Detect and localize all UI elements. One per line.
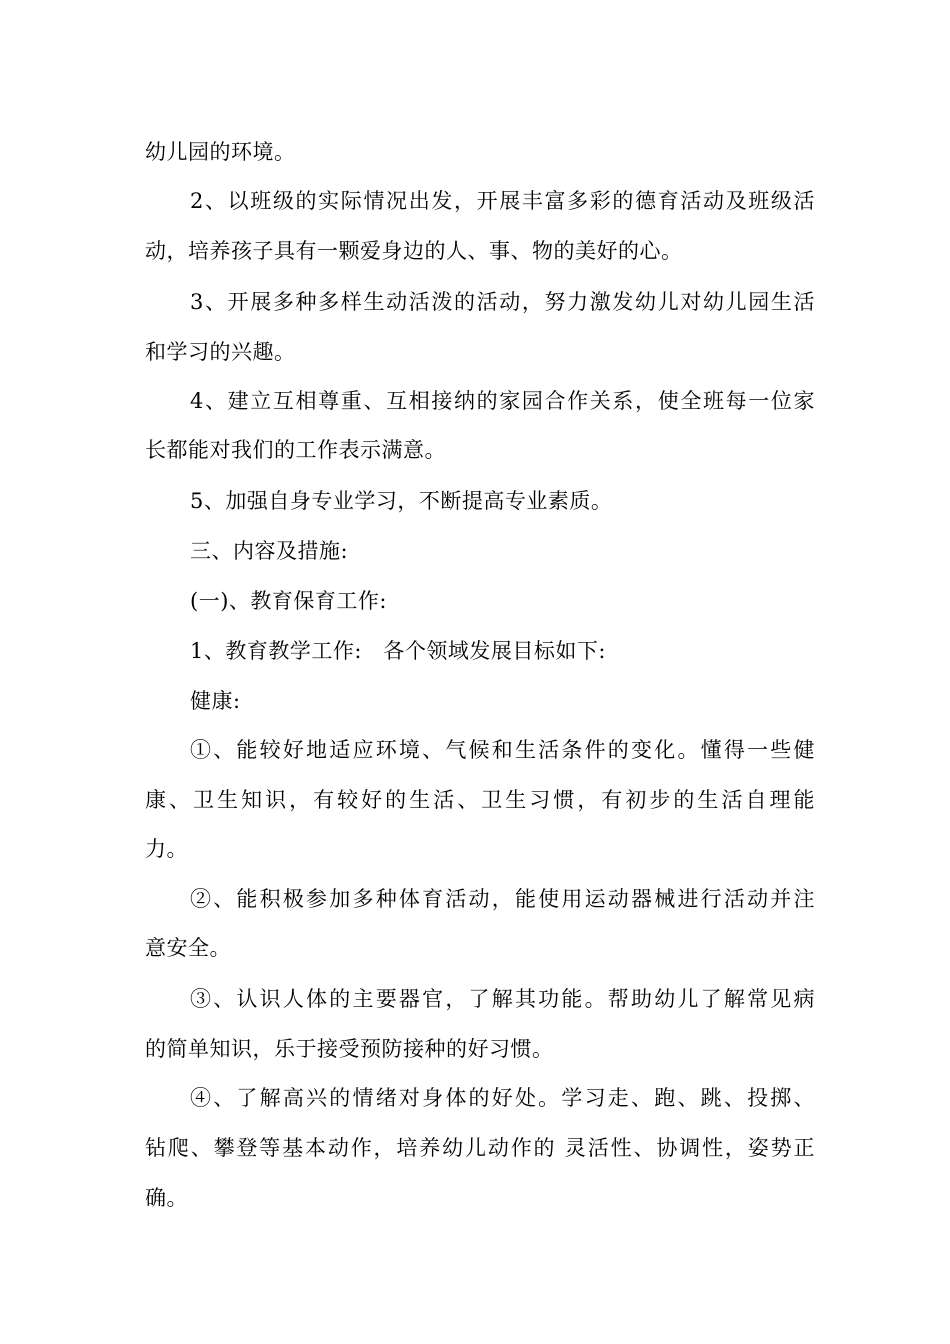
text-line: 4、建立互相尊重、互相接纳的家园合作关系，使全班每一位家 <box>190 389 815 413</box>
text-line: 5、加强自身专业学习，不断提高专业素质。 <box>190 489 613 513</box>
text-line: 力。 <box>145 837 188 861</box>
text-line: 2、以班级的实际情况出发，开展丰富多彩的德育活动及班级活 <box>190 189 815 213</box>
text-line: 1、教育教学工作: 各个领域发展目标如下: <box>190 639 607 663</box>
text-line: ④、了解高兴的情绪对身体的好处。学习走、跑、跳、投掷、 <box>190 1086 815 1110</box>
text-line: 动，培养孩子具有一颗爱身边的人、事、物的美好的心。 <box>145 239 683 263</box>
text-line: 意安全。 <box>145 936 231 960</box>
section-heading: 三、内容及措施: <box>190 539 349 563</box>
text-line: 钻爬、攀登等基本动作，培养幼儿动作的 灵活性、协调性，姿势正 <box>145 1136 815 1160</box>
text-line: 和学习的兴趣。 <box>145 340 296 364</box>
text-line: ③、认识人体的主要器官，了解其功能。帮助幼儿了解常见病 <box>190 987 815 1011</box>
text-line: 幼儿园的环境。 <box>145 140 296 164</box>
text-line: ①、能较好地适应环境、气候和生活条件的变化。懂得一些健 <box>190 738 815 762</box>
subheading-health: 健康: <box>190 689 241 713</box>
subsection-heading: (一)、教育保育工作: <box>190 589 387 613</box>
text-line: 康、卫生知识，有较好的生活、卫生习惯，有初步的生活自理能 <box>145 788 815 812</box>
text-line: 长都能对我们的工作表示满意。 <box>145 438 446 462</box>
text-line: ②、能积极参加多种体育活动，能使用运动器械进行活动并注 <box>190 887 815 911</box>
text-line: 3、开展多种多样生动活泼的活动，努力激发幼儿对幼儿园生活 <box>190 290 815 314</box>
text-line: 的简单知识，乐于接受预防接种的好习惯。 <box>145 1037 554 1061</box>
text-line: 确。 <box>145 1186 188 1210</box>
